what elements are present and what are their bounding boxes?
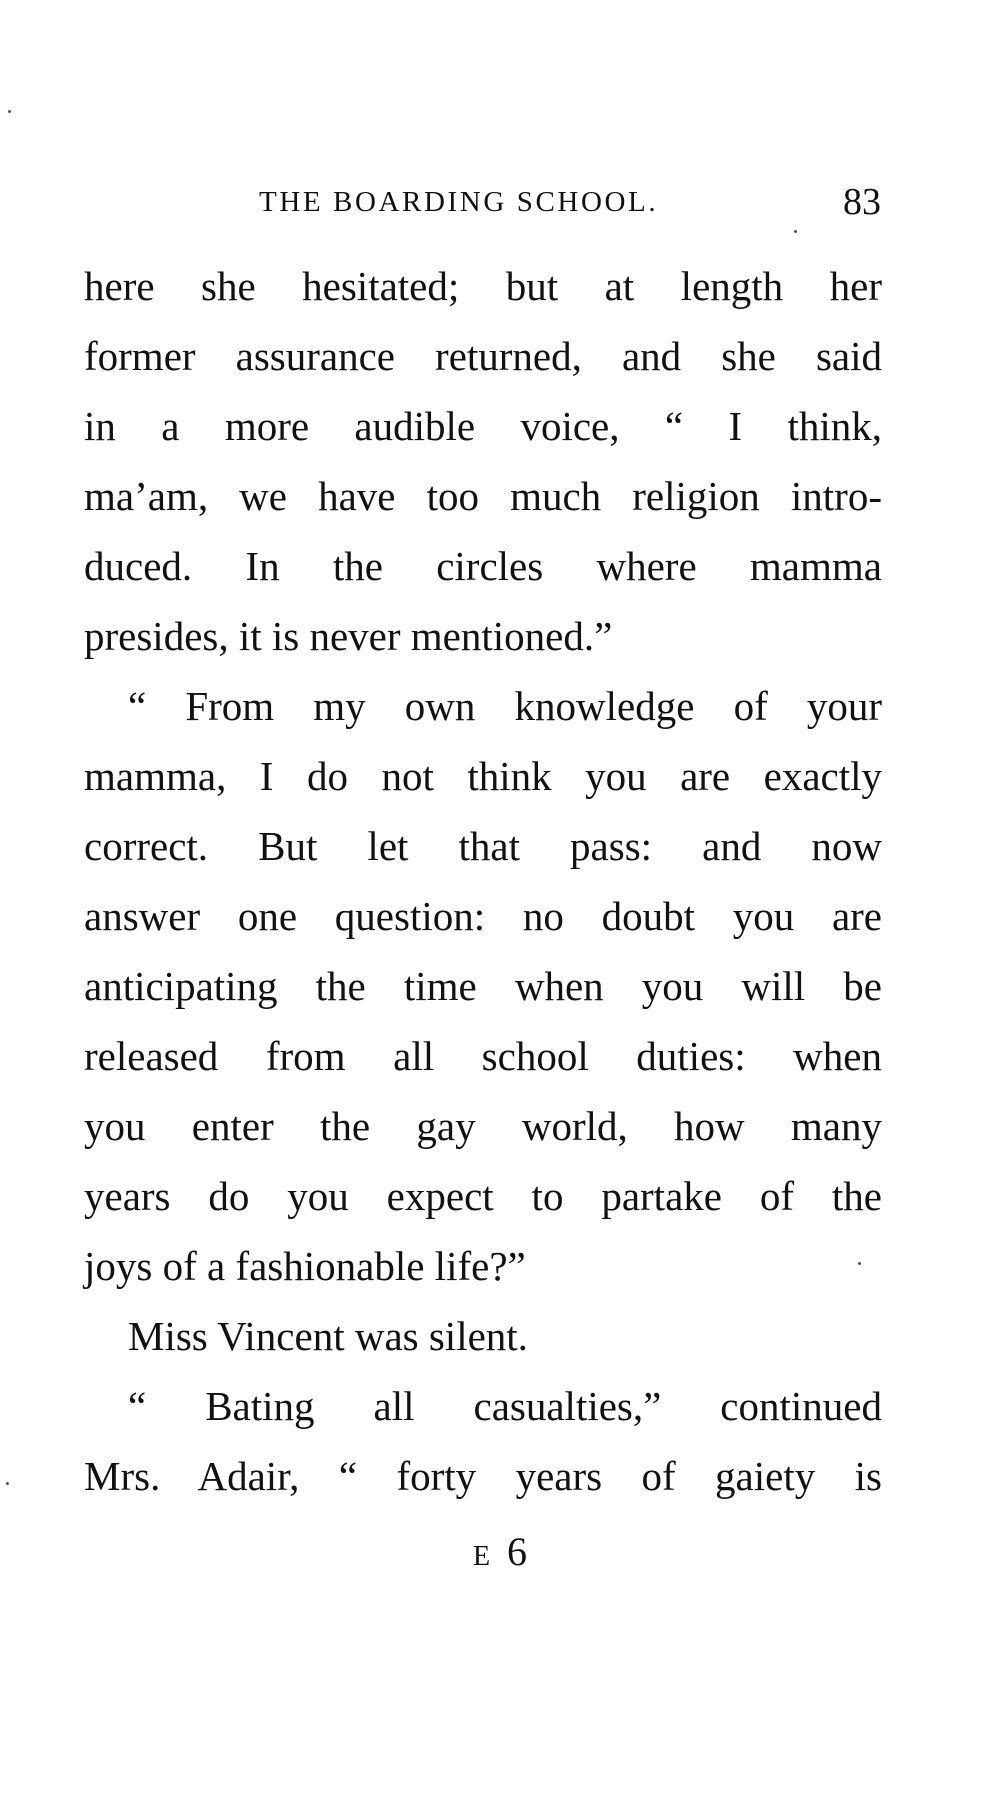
text-line: in a more audible voice, “ I think, bbox=[84, 403, 882, 449]
text-line: ma’am, we have too much religion intro- bbox=[84, 473, 882, 519]
paper-speck bbox=[858, 1262, 861, 1265]
text-line: mamma, I do not think you are exactly bbox=[84, 753, 882, 799]
running-head-title: THE BOARDING SCHOOL. bbox=[259, 186, 659, 218]
text-line: duced. In the circles where mamma bbox=[84, 543, 882, 589]
running-head bbox=[87, 180, 881, 223]
paper-speck bbox=[794, 230, 797, 233]
text-line: “ From my own knowledge of your bbox=[128, 683, 882, 729]
text-line: Mrs. Adair, “ forty years of gaiety is bbox=[84, 1453, 882, 1499]
text-line: joys of a fashionable life?” bbox=[84, 1243, 526, 1289]
signature-number: 6 bbox=[507, 1529, 528, 1574]
text-line: here she hesitated; but at length her bbox=[84, 263, 882, 309]
text-line: former assurance returned, and she said bbox=[84, 333, 882, 379]
text-line: released from all school duties: when bbox=[84, 1033, 882, 1079]
text-line: Miss Vincent was silent. bbox=[128, 1313, 528, 1359]
text-line: you enter the gay world, how many bbox=[84, 1103, 882, 1149]
text-line: answer one question: no doubt you are bbox=[84, 893, 882, 939]
signature-letter: E bbox=[472, 1541, 492, 1572]
paper-speck bbox=[6, 1482, 9, 1485]
text-line: “ Bating all casualties,” continued bbox=[128, 1383, 882, 1429]
text-line: presides, it is never mentioned.” bbox=[84, 613, 613, 659]
text-line: years do you expect to partake of the bbox=[84, 1173, 882, 1219]
text-line: anticipating the time when you will be bbox=[84, 963, 882, 1009]
signature-mark bbox=[0, 1528, 1000, 1575]
text-line: correct. But let that pass: and now bbox=[84, 823, 882, 869]
paper-speck bbox=[8, 110, 11, 113]
page-number: 83 bbox=[843, 181, 881, 223]
